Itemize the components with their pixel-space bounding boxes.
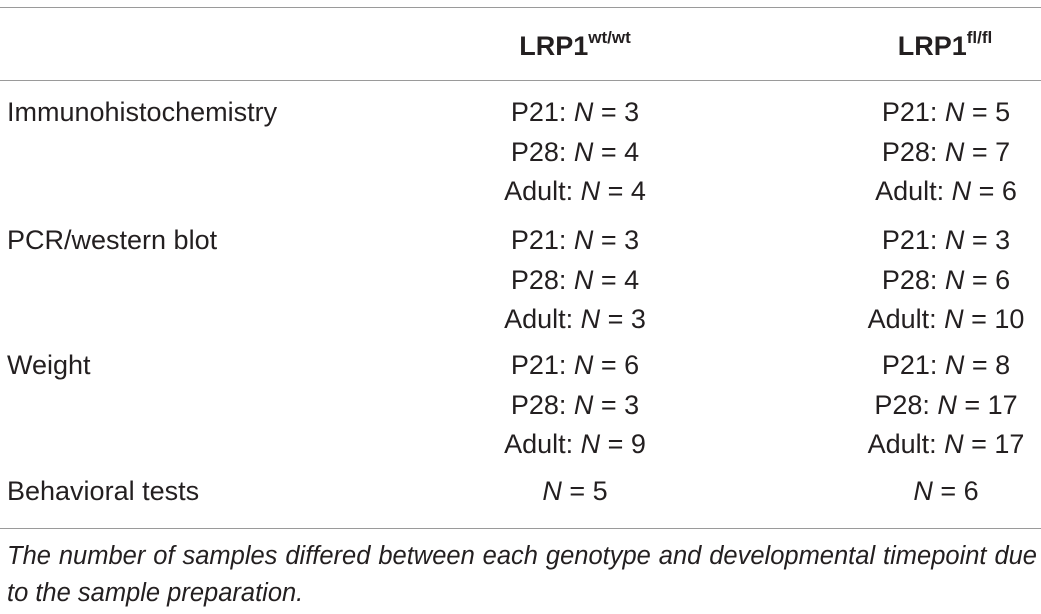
- cell-line: N = 6: [913, 476, 979, 506]
- cell-line: P21: N = 6: [510, 350, 640, 380]
- cell-line: P21: N = 5: [881, 97, 1011, 127]
- cell-line: P28: N = 4: [510, 264, 640, 295]
- cell-wt: [445, 346, 705, 465]
- cell-line: N = 5: [542, 476, 608, 506]
- cell-line: P21: N = 3: [510, 97, 640, 127]
- cell-line: P28: N = 3: [510, 389, 640, 420]
- table-bottom-rule: [0, 528, 1041, 529]
- cell-line: P28: N = 7: [881, 136, 1011, 167]
- table-footnote: The number of samples differed between each genotype and developmental timepoint due to the sample preparation.: [7, 542, 1037, 607]
- row-label: Weight: [7, 350, 91, 380]
- cell-fl: [816, 346, 1041, 465]
- column-header-fl: $LRP1^{fl/fl}$: [897, 28, 993, 61]
- cell-line: Adult: N = 17: [867, 429, 1025, 459]
- cell-line: Adult: N = 4: [504, 176, 646, 206]
- cell-line: P28: N = 17: [874, 389, 1018, 420]
- cell-wt: [445, 472, 705, 512]
- cell-line: P21: N = 3: [510, 225, 640, 255]
- cell-wt: [445, 93, 705, 212]
- cell-line: P21: N = 8: [881, 350, 1011, 380]
- cell-fl: [816, 93, 1041, 212]
- cell-line: Adult: N = 9: [504, 429, 646, 459]
- cell-line: Adult: N = 3: [504, 304, 646, 334]
- cell-line: P28: N = 4: [510, 136, 640, 167]
- cell-line: P28: N = 6: [881, 264, 1011, 295]
- cell-fl: [816, 221, 1041, 340]
- header-rule: [0, 80, 1041, 81]
- table-top-rule: [0, 7, 1041, 8]
- cell-fl: [816, 472, 1041, 512]
- cell-line: Adult: N = 10: [867, 304, 1025, 334]
- cell-line: P21: N = 3: [881, 225, 1011, 255]
- cell-wt: [445, 221, 705, 340]
- cell-line: Adult: N = 6: [875, 176, 1017, 206]
- row-label: Behavioral tests: [7, 476, 200, 506]
- row-label: PCR/western blot: [7, 225, 218, 255]
- row-label: Immunohistochemistry: [7, 97, 278, 127]
- column-header-wt: $LRP1^{wt/wt}$: [519, 28, 631, 61]
